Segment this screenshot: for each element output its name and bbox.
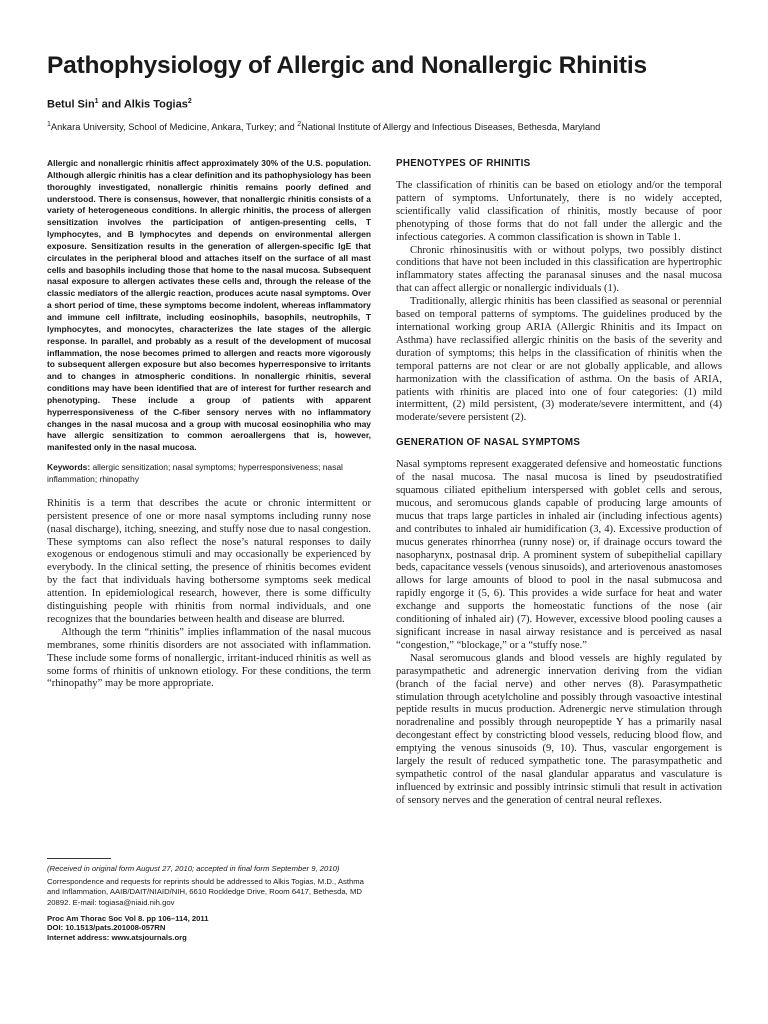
section-heading: GENERATION OF NASAL SYMPTOMS (396, 437, 581, 449)
affiliation-text: National Institute of Allergy and Infectious Diseases, Bethesda, Maryland (301, 122, 601, 133)
body-paragraph: The classification of rhinitis can be based on etiology and/or the temporal pattern of symptoms. Unfortunately, there is no widely accepted, scientifically valid classification of rhinitis, mostly because of poor phenotyping of those forms that do not fall under the allergic and the infectious categories. A common classification is shown in Table 1. (396, 180, 722, 243)
body-paragraph: Nasal symptoms represent exaggerated defensive and homeostatic functions of the nasal mucosa. The nasal mucosa is lined by pseudostratified squamous ciliated epithelium interspersed with goblet cells and serous, mucous, and seromucous glands capable of producing large amounts of mucus that traps large particles in inhaled air (including infectious agents) and contributes to inhaled air humidification (3, 4). Excessive production of mucus generates rhinorrhea (runny nose) or, if drainage occurs toward the nasopharynx, postnasal drip. A prominent system of subepithelial capillary beds, capacitance vessels (venous sinusoids), and arteriovenous anastomoses allows for large amounts of blood to pool in the nasal submucosa and rapidly engorge it (5, 6). This provides a wide surface for heat and water exchange and supports the homeostatic functions of the nose (air conditioning of inhaled air) (7). However, excessive blood pooling causes a significant increase in nasal airway resistance and is perceived as nasal “congestion,” “blockage,” or a “stuffy nose.” (396, 459, 722, 651)
left-column (47, 158, 371, 691)
affiliation-marker: 2 (297, 121, 302, 128)
body-paragraph: Chronic rhinosinusitis with or without polyps, two possibly distinct conditions that have not been included in this classification are hypertrophic inflammatory states affecting the paranasal sinuses and the nasal mucosa that can affect allergic or nonallergic individuals (1). (396, 244, 722, 295)
correspondence-note: Correspondence and requests for reprints should be addressed to Alkis Togias, M.D., Asthma and Inflammation, AAIB/DAIT/NIAID/NIH, 6610 Rockledge Drive, Room 6417, Bethesda, MD 20892. E-mail: togiasa@niaid.nih.gov (47, 877, 364, 907)
keywords (47, 462, 371, 486)
received-dates: (Received in original form August 27, 2010; accepted in final form September 9, 2010) (47, 864, 340, 873)
author-line (47, 98, 192, 111)
section-heading: PHENOTYPES OF RHINITIS (396, 158, 531, 169)
author-name: Betul Sin (47, 98, 95, 111)
keywords-text: allergic sensitization; nasal symptoms; hyperresponsiveness; nasal inflammation; rhinopathy (47, 462, 343, 484)
body-paragraph: Nasal seromucous glands and blood vessels are highly regulated by parasympathetic and adrenergic innervation deriving from the vidian (branch of the facial nerve) and other nerves (8). Parasympathetic stimulation through acetylcholine and possibly through vasoactive intestinal peptide results in mucus production. Adrenergic nerve stimulation through noradrenaline and possibly through neuropeptide Y has a primarily nasal decongestant effect by constricting blood vessels, reducing blood flow, and emptying the venous sinusoids (9, 10). Thus, vascular engorgement is largely the result of reduced sympathetic tone. The parasympathetic and sympathetic control of the nasal glandular apparatus and vasculature is influenced by extrinsic and possibly intrinsic stimuli that result in activation of sensory nerves and the generation of central neural reflexes. (396, 652, 722, 806)
keywords-label: Keywords: (47, 462, 91, 473)
article-title: Pathophysiology of Allergic and Nonallergic Rhinitis (47, 52, 647, 79)
abstract: Allergic and nonallergic rhinitis affect approximately 30% of the U.S. population. Although allergic rhinitis has a clear definition and its pathophysiology has been thoroughly investigated, nonallergic rhinitis remains poorly defined and understood. There is consensus, however, that nonallergic rhinitis consists of a variety of heterogeneous conditions. In allergic rhinitis, the process of allergen sensitization involves the participation of antigen-presenting cells, T lymphocytes, and B lymphocytes and depends on environmental allergen exposure. Sensitization results in the generation of allergen-specific IgE that circulates in the peripheral blood and attaches itself on the surface of all mast cells and basophils including those that home to the nasal mucosa. Subsequent nasal exposure to allergen activates these cells and, through the release of the classic mediators of the allergic reaction, produces acute nasal symptoms. Over a short period of time, these symptoms become indolent, whereas inflammatory and immune cell infiltrate, including eosinophils, basophils, neutrophils, T lymphocytes, and monocytes, characterizes the late stages of the allergic response. In parallel, and probably as a result of the development of mucosal inflammation, the nose becomes primed to allergen and reacts more vigorously to subsequent allergen exposure but also becomes hyperresponsive to irritants and to changes in atmospheric conditions. In nonallergic rhinitis, several conditions may have been identified that are of interest for further research and phenotyping. These include a group of patients with apparent hyperresponsiveness of the C-fiber sensory nerves with no inflammatory changes in the nasal mucosa and a group with mucosal eosinophilia who may have allergic sensitization to common aeroallergens that is, however, manifested only in the nasal mucosa. (47, 158, 371, 453)
right-column (396, 158, 722, 808)
internet-address: Internet address: www.atsjournals.org (47, 932, 187, 942)
body-paragraph: Although the term “rhinitis” implies inflammation of the nasal mucous membranes, some rhinitis disorders are not associated with inflammation. These include some forms of nonallergic, irritant-induced rhinitis as well as some forms of rhinitis of unknown etiology. For these conditions, the term “rhinopathy” may be more appropriate. (47, 626, 371, 690)
body-paragraph: Traditionally, allergic rhinitis has been classified as seasonal or perennial based on temporal patterns of symptoms. The guidelines produced by the international working group ARIA (Allergic Rhinitis and its Impact on Asthma) have reclassified allergic rhinitis on the basis of the severity and duration of symptoms; this helps in the classification of rhinitis when the temporal patterns are not clear or are not globally applicable, and allows harmonization with the classification of asthma. On the basis of ARIA, patients with rhinitis are placed into one of four categories: (1) mild intermittent, (2) mild persistent, (3) moderate/severe intermittent, and (4) moderate/severe persistent (2). (396, 296, 722, 424)
footnote-rule (47, 858, 111, 859)
footnotes (47, 858, 371, 942)
affiliations (47, 121, 737, 132)
author-name: Alkis Togias (123, 98, 188, 111)
doi: DOI: 10.1513/pats.201008-057RN (47, 923, 166, 933)
author-affiliation-marker: 2 (187, 98, 192, 105)
body-paragraph: Rhinitis is a term that describes the acute or chronic intermittent or persistent presence of one or more nasal symptoms including runny nose (nasal discharge), itching, sneezing, and stuffy nose due to nasal congestion. These symptoms can also reflect the nose’s natural responses to daily exogenous or endogenous stimuli and may occasionally be experienced by everybody. In the clinical setting, the presence of rhinitis becomes evident by the fact that individuals having bothersome symptoms seek medical attention. In epidemiological research, however, there is some difficulty distinguishing people with rhinitis from normal individuals, and one recognizes that the boundaries between health and disease are blurred. (47, 497, 371, 625)
introduction (47, 498, 371, 692)
journal-info (47, 914, 371, 942)
affiliation-text: Ankara University, School of Medicine, Ankara, Turkey; and (50, 122, 298, 133)
journal-citation: Proc Am Thorac Soc Vol 8. pp 106–114, 2011 (47, 913, 209, 923)
author-connector: and (101, 98, 122, 111)
affiliation-marker: 1 (47, 121, 51, 128)
author-affiliation-marker: 1 (94, 98, 99, 105)
